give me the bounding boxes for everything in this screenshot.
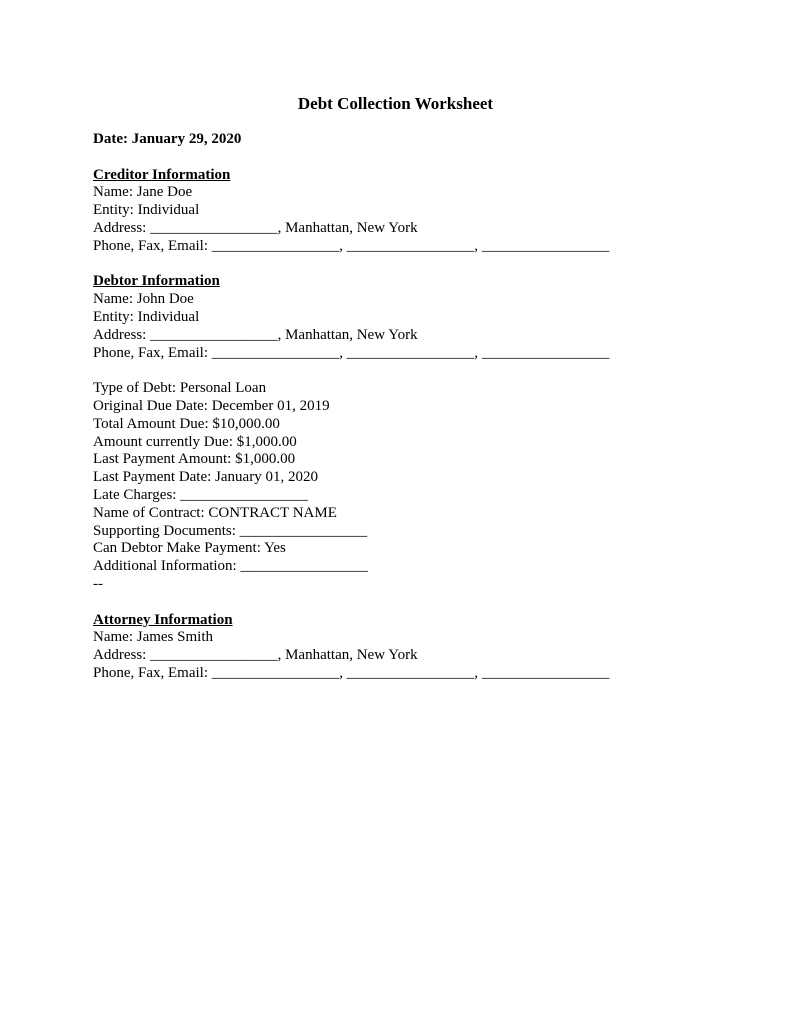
attorney-heading: Attorney Information [93,611,233,628]
supporting-documents: Supporting Documents: _________________ [93,522,368,539]
creditor-entity: Entity: Individual [93,202,200,219]
original-due-date: Original Due Date: December 01, 2019 [93,397,330,414]
attorney-address: Address: _________________, Manhattan, New York [93,647,418,664]
document-title: Debt Collection Worksheet [297,94,494,113]
amount-currently-due: Amount currently Due: $1,000.00 [93,433,297,450]
creditor-heading: Creditor Information [93,166,231,183]
spacer [93,594,733,612]
creditor-address: Address: _________________, Manhattan, New York [93,219,418,236]
date-line: Date: January 29, 2020 [93,131,242,147]
separator: -- [93,575,103,592]
late-charges: Late Charges: _________________ [93,486,308,503]
spacer [93,362,733,380]
debtor-entity: Entity: Individual [93,308,200,325]
additional-information: Additional Information: _________________ [93,558,368,575]
debt-type: Type of Debt: Personal Loan [93,380,267,397]
contract-name: Name of Contract: CONTRACT NAME [93,504,337,521]
debtor-contact: Phone, Fax, Email: _________________, _________________, _________________ [93,344,610,361]
last-payment-amount: Last Payment Amount: $1,000.00 [93,451,296,468]
total-amount-due: Total Amount Due: $10,000.00 [93,415,280,432]
debtor-heading: Debtor Information [93,273,220,290]
attorney-contact: Phone, Fax, Email: _________________, _________________, _________________ [93,664,610,681]
document-body [93,131,733,683]
debtor-name: Name: John Doe [93,291,194,308]
spacer [93,149,733,167]
creditor-contact: Phone, Fax, Email: _________________, _________________, _________________ [93,237,610,254]
can-debtor-pay: Can Debtor Make Payment: Yes [93,540,286,557]
attorney-name: Name: James Smith [93,629,213,646]
spacer [93,256,733,274]
debtor-address: Address: _________________, Manhattan, New York [93,326,418,343]
last-payment-date: Last Payment Date: January 01, 2020 [93,469,318,486]
creditor-name: Name: Jane Doe [93,184,193,201]
